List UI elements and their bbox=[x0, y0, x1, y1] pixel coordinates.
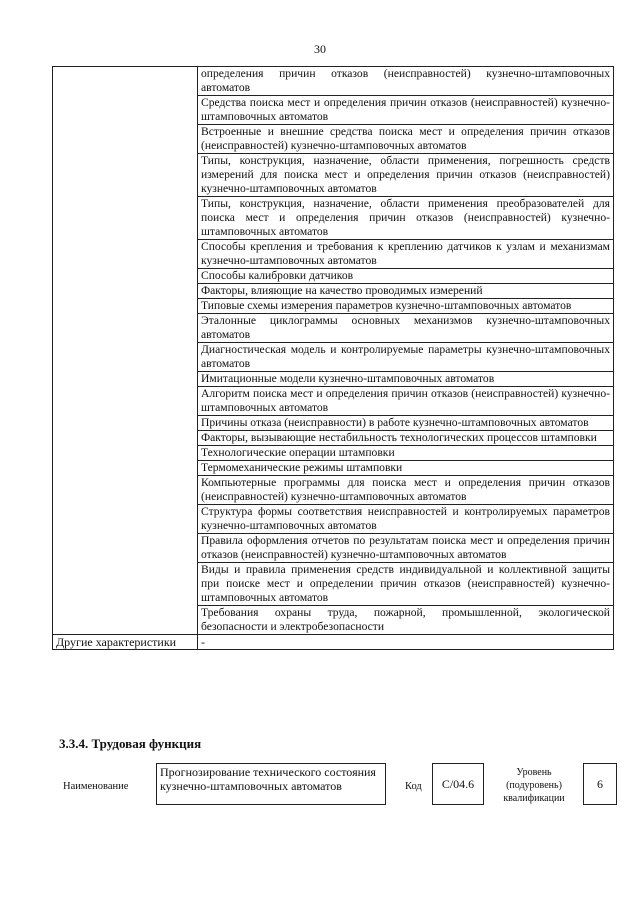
requirements-table bbox=[52, 66, 614, 650]
function-name-value: Прогнозирование технического состояния кузнечно-штамповочных автоматов bbox=[156, 763, 386, 805]
qualification-level-label: Уровень (подуровень) квалификации bbox=[503, 767, 565, 804]
other-characteristics-value: - bbox=[198, 635, 614, 650]
requirement-row bbox=[53, 67, 614, 96]
requirement-text: Средства поиска мест и определения причин отказов (неисправностей) кузнечно-штамповочных автоматов bbox=[198, 96, 614, 125]
requirement-text: Факторы, вызывающие нестабильность технологических процессов штамповки bbox=[198, 431, 614, 446]
requirement-text: Термомеханические режимы штамповки bbox=[198, 461, 614, 476]
requirement-text: Имитационные модели кузнечно-штамповочных автоматов bbox=[198, 372, 614, 387]
requirement-text: Правила оформления отчетов по результатам поиска мест и определения причин отказов (неисправностей) кузнечно-штамповочных автоматов bbox=[198, 534, 614, 563]
requirement-text: Виды и правила применения средств индивидуальной и коллективной защиты при поиске мест и определении причин отказов (неисправностей) кузнечно-штамповочных автоматов bbox=[198, 563, 614, 606]
function-name-label: Наименование bbox=[63, 781, 129, 792]
requirement-text: Типовые схемы измерения параметров кузнечно-штамповочных автоматов bbox=[198, 299, 614, 314]
other-characteristics-row bbox=[53, 635, 614, 650]
requirements-category-cell bbox=[53, 67, 198, 635]
page-number: 30 bbox=[314, 42, 326, 56]
requirement-text: Технологические операции штамповки bbox=[198, 446, 614, 461]
section-title: 3.3.4. Трудовая функция bbox=[59, 736, 202, 751]
requirement-text: Способы крепления и требования к креплению датчиков к узлам и механизмам кузнечно-штамповочных автоматов bbox=[198, 240, 614, 269]
requirement-text: Диагностическая модель и контролируемые параметры кузнечно-штамповочных автоматов bbox=[198, 343, 614, 372]
requirement-text: Факторы, влияющие на качество проводимых измерений bbox=[198, 284, 614, 299]
function-code-value: C/04.6 bbox=[432, 763, 484, 805]
requirement-text: Причины отказа (неисправности) в работе кузнечно-штамповочных автоматов bbox=[198, 416, 614, 431]
requirement-text: Структура формы соответствия неисправностей и контролируемых параметров кузнечно-штамповочных автоматов bbox=[198, 505, 614, 534]
requirement-text: Требования охраны труда, пожарной, промышленной, экологической безопасности и электробезопасности bbox=[198, 606, 614, 635]
qualification-level-value: 6 bbox=[583, 763, 617, 805]
requirement-text: Типы, конструкция, назначение, области применения преобразователей для поиска мест и определения причин отказов (неисправностей) кузнечно-штамповочных автоматов bbox=[198, 197, 614, 240]
requirement-text: Встроенные и внешние средства поиска мест и определения причин отказов (неисправностей) кузнечно-штамповочных автоматов bbox=[198, 125, 614, 154]
function-code-label: Код bbox=[405, 781, 422, 792]
requirement-text: Способы калибровки датчиков bbox=[198, 269, 614, 284]
requirement-text: Типы, конструкция, назначение, области применения, погрешность средств измерений для поиска мест и определения причин отказов (неисправностей) кузнечно-штамповочных автоматов bbox=[198, 154, 614, 197]
requirement-text: Компьютерные программы для поиска мест и определения причин отказов (неисправностей) кузнечно-штамповочных автоматов bbox=[198, 476, 614, 505]
requirement-text: Алгоритм поиска мест и определения причин отказов (неисправностей) кузнечно-штамповочных автоматов bbox=[198, 387, 614, 416]
other-characteristics-label: Другие характеристики bbox=[53, 635, 198, 650]
requirement-text: Эталонные циклограммы основных механизмов кузнечно-штамповочных автоматов bbox=[198, 314, 614, 343]
requirement-text: определения причин отказов (неисправностей) кузнечно-штамповочных автоматов bbox=[198, 67, 614, 96]
